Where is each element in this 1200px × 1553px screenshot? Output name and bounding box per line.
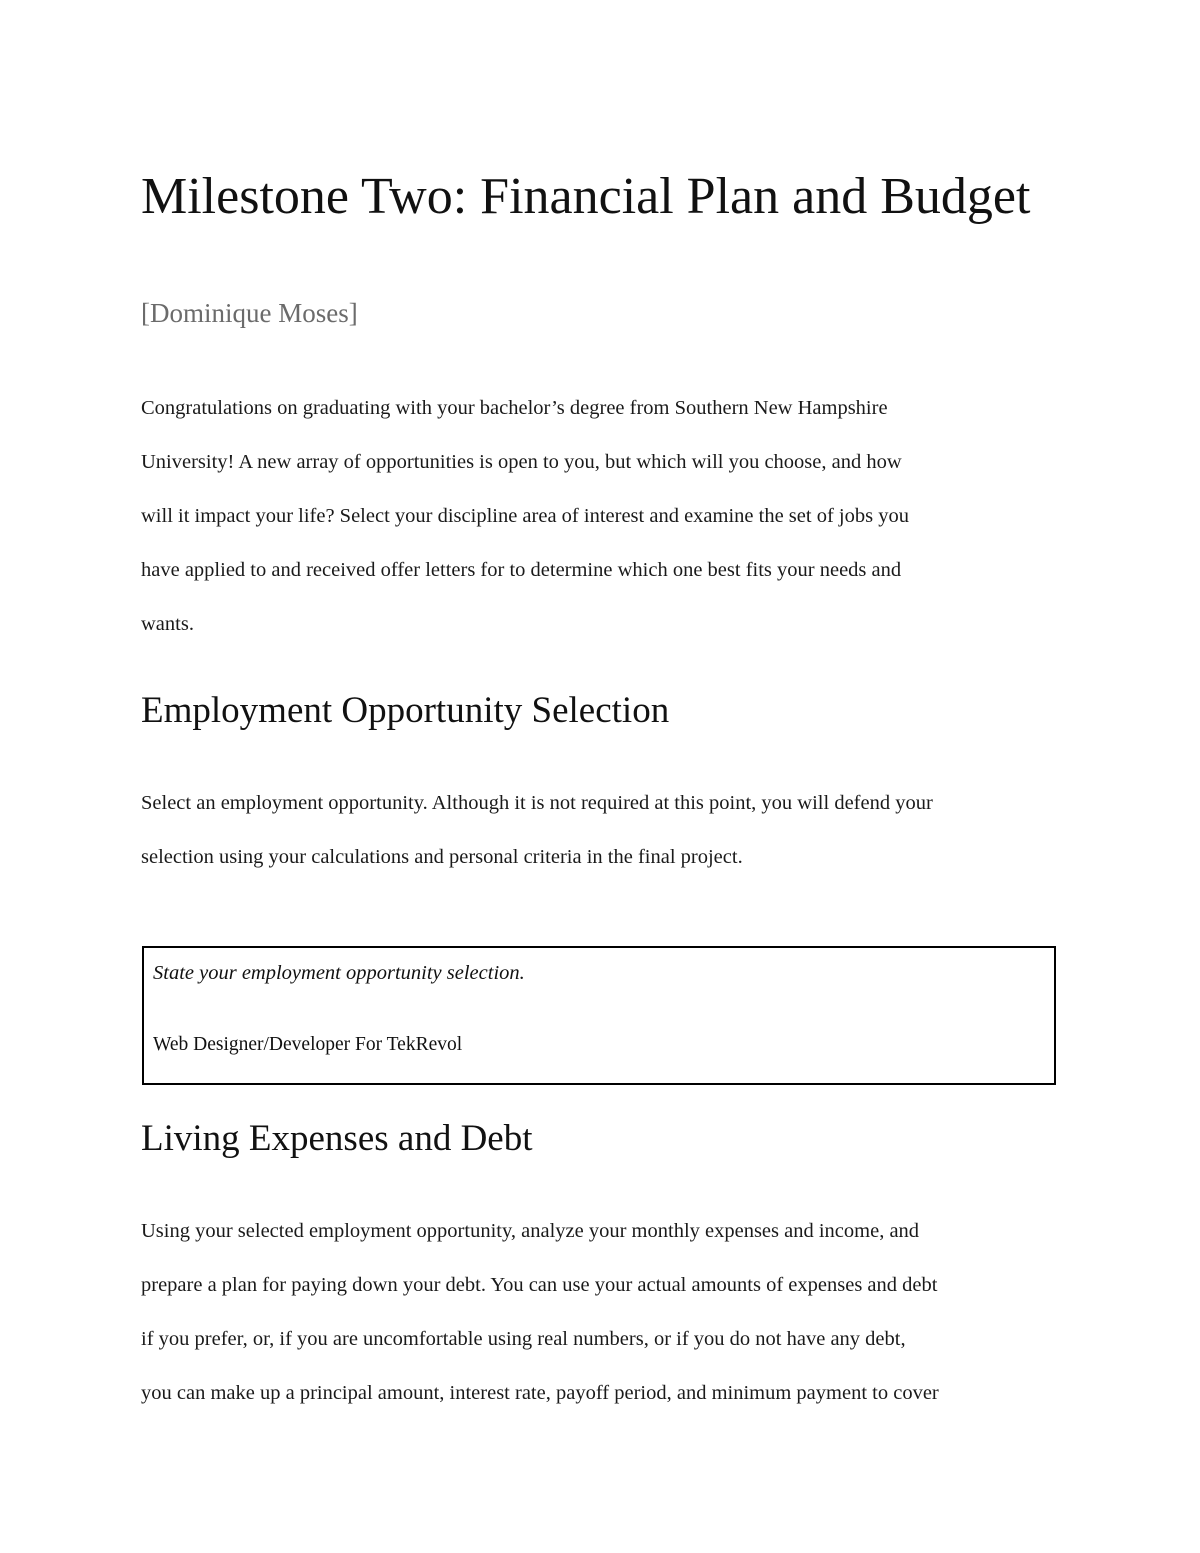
paragraph-line: University! A new array of opportunities is open to you, but which will you choose, and how <box>141 451 902 473</box>
paragraph-line: prepare a plan for paying down your debt. You can use your actual amounts of expenses and debt <box>141 1274 938 1296</box>
paragraph-line: if you prefer, or, if you are uncomfortable using real numbers, or if you do not have any debt, <box>141 1328 906 1350</box>
living-expenses-paragraph <box>141 1204 1066 1420</box>
employment-answer-box[interactable] <box>142 946 1056 1085</box>
section-heading-living-expenses: Living Expenses and Debt <box>141 1118 533 1159</box>
paragraph-line: selection using your calculations and personal criteria in the final project. <box>141 846 743 868</box>
employment-paragraph <box>141 776 1066 884</box>
paragraph-line: Select an employment opportunity. Although it is not required at this point, you will defend your <box>141 792 933 814</box>
paragraph-line: will it impact your life? Select your discipline area of interest and examine the set of jobs you <box>141 505 909 527</box>
section-heading-employment: Employment Opportunity Selection <box>141 690 670 731</box>
paragraph-line: Congratulations on graduating with your bachelor’s degree from Southern New Hampshire <box>141 397 888 419</box>
paragraph-line: wants. <box>141 613 194 635</box>
answer-response[interactable]: Web Designer/Developer For TekRevol <box>153 1034 463 1055</box>
answer-prompt: State your employment opportunity selection. <box>153 962 525 984</box>
paragraph-line: have applied to and received offer letters for to determine which one best fits your needs and <box>141 559 902 581</box>
paragraph-line: you can make up a principal amount, interest rate, payoff period, and minimum payment to cover <box>141 1382 939 1404</box>
intro-paragraph <box>141 381 1066 651</box>
paragraph-line: Using your selected employment opportunity, analyze your monthly expenses and income, and <box>141 1220 920 1242</box>
document-title: Milestone Two: Financial Plan and Budget <box>141 168 1031 225</box>
author-name: [Dominique Moses] <box>141 298 358 328</box>
